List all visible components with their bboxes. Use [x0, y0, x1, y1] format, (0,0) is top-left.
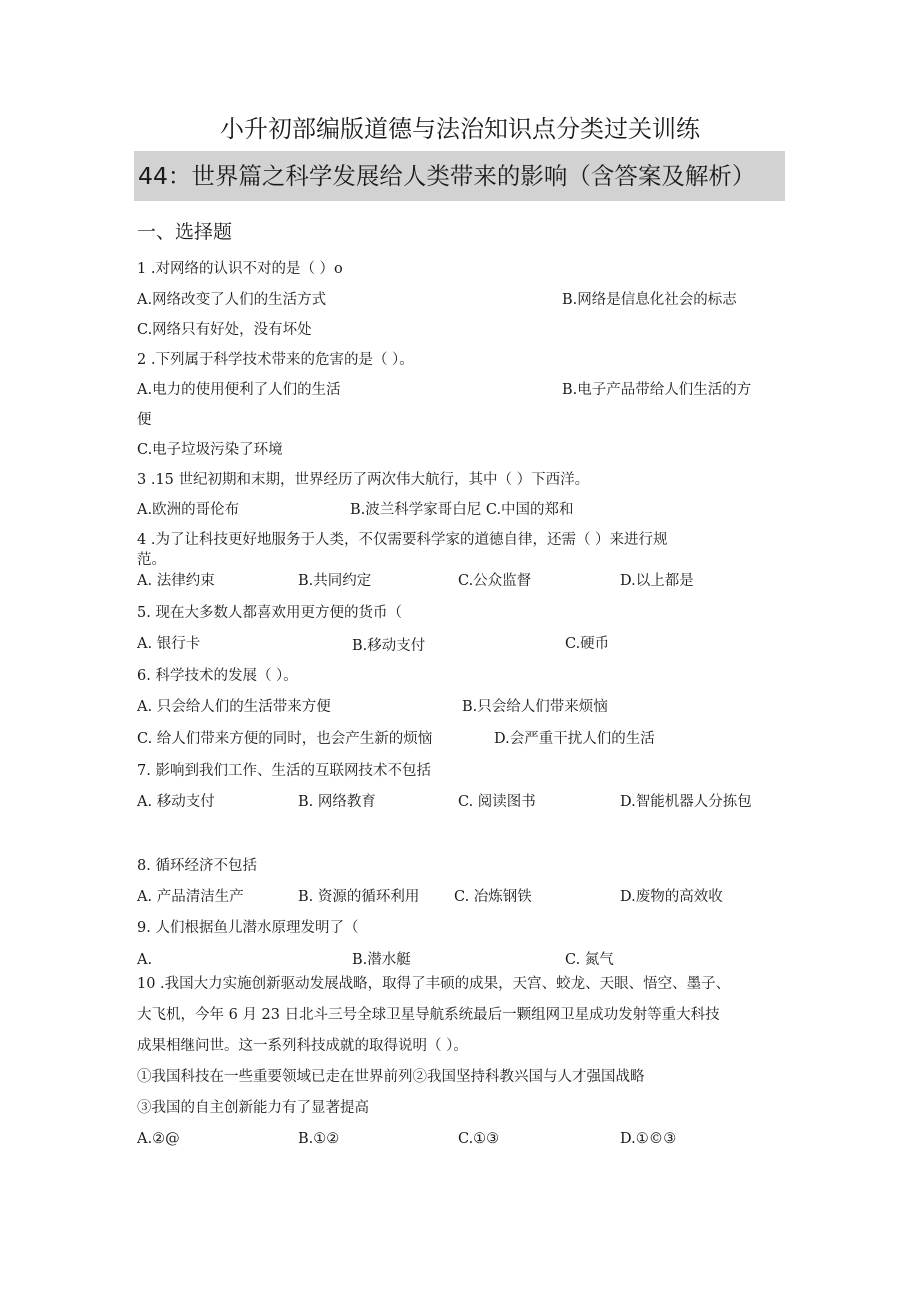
question-10-option-b: B.①②: [298, 1131, 340, 1147]
question-4-option-b: B.共同约定: [298, 573, 372, 589]
question-10-stem-line-2: 大飞机，今年 6 月 23 日北斗三号全球卫星导航系统最后一颗组网卫星成功发射等重大科技: [137, 1007, 720, 1023]
question-6-option-c: C. 给人们带来方便的同时，也会产生新的烦恼: [137, 731, 433, 747]
question-4-option-c: C.公众监督: [458, 573, 532, 589]
question-7-stem: 7. 影响到我们工作、生活的互联网技术不包括: [137, 763, 431, 779]
question-7-option-d: D.智能机器人分拣包: [620, 794, 752, 810]
question-5-option-c: C.硬币: [565, 636, 610, 652]
question-8-option-b: B. 资源的循环利用: [298, 889, 420, 905]
question-9-stem: 9. 人们根据鱼儿潜水原理发明了（: [137, 920, 359, 936]
question-5-option-a: A. 银行卡: [137, 636, 201, 652]
question-2-option-c: C.电子垃圾污染了环境: [137, 442, 283, 458]
question-1-stem: 1 .对网络的认识不对的是（ ）o: [137, 261, 343, 277]
question-1-option-b: B.网络是信息化社会的标志: [562, 292, 737, 308]
question-7-option-a: A. 移动支付: [137, 794, 215, 810]
question-5-option-b: B.移动支付: [352, 638, 426, 654]
question-8-option-d: D.废物的高效收: [620, 889, 723, 905]
page-subtitle: 44：世界篇之科学发展给人类带来的影响（含答案及解析）: [138, 162, 756, 190]
question-8-option-a: A. 产品清洁生产: [137, 889, 244, 905]
question-6-option-d: D.会严重干扰人们的生活: [494, 731, 655, 747]
question-5-stem: 5. 现在大多数人都喜欢用更方便的货币（: [137, 605, 402, 621]
question-4-option-d: D.以上都是: [620, 573, 694, 589]
question-10-option-d: D.①©③: [620, 1131, 677, 1147]
question-4-stem-continued: 范。: [137, 552, 166, 568]
question-9-option-a: A.: [137, 952, 153, 968]
question-3-stem: 3 .15 世纪初期和末期，世界经历了两次伟大航行，其中（ ）下西洋。: [137, 472, 590, 488]
section-heading: 一、选择题: [137, 221, 233, 243]
question-9-option-b: B.潜水艇: [352, 952, 411, 968]
question-8-option-c: C. 冶炼钢铁: [454, 889, 532, 905]
question-10-stem-line-3: 成果相继问世。这一系列科技成就的取得说明（ ）。: [137, 1038, 468, 1054]
question-2-option-b: B.电子产品带给人们生活的方: [562, 382, 752, 398]
question-1-option-a: A.网络改变了人们的生活方式: [137, 292, 327, 308]
question-3-option-a: A.欧洲的哥伦布: [137, 502, 240, 518]
page-title: 小升初部编版道德与法治知识点分类过关训练: [220, 115, 700, 143]
question-4-stem: 4 .为了让科技更好地服务于人类，不仅需要科学家的道德自律，还需（ ）来进行规: [137, 532, 668, 548]
question-10-option-a: A.②@: [137, 1131, 180, 1147]
question-6-option-a: A. 只会给人们的生活带来方便: [137, 699, 331, 715]
question-4-option-a: A. 法律约束: [137, 573, 215, 589]
question-10-option-c: C.①③: [458, 1131, 500, 1147]
question-10-stem-line-1: 10 .我国大力实施创新驱动发展战略，取得了丰硕的成果，天宫、蛟龙、天眼、悟空、墨子、: [137, 976, 731, 992]
question-2-stem: 2 .下列属于科学技术带来的危害的是（ ）。: [137, 352, 414, 368]
question-10-statement-2: ③我国的自主创新能力有了显著提高: [137, 1100, 369, 1116]
question-2-option-b-continued: 便: [137, 412, 152, 428]
question-6-option-b: B.只会给人们带来烦恼: [462, 699, 608, 715]
question-10-statement-1: ①我国科技在一些重要领域已走在世界前列②我国坚持科教兴国与人才强国战略: [137, 1069, 645, 1085]
question-8-stem: 8. 循环经济不包括: [137, 858, 257, 874]
question-1-option-c: C.网络只有好处，没有坏处: [137, 322, 312, 338]
question-9-option-c: C. 氮气: [565, 952, 614, 968]
question-2-option-a: A.电力的使用便利了人们的生活: [137, 382, 341, 398]
question-7-option-b: B. 网络教育: [298, 794, 376, 810]
question-7-option-c: C. 阅读图书: [458, 794, 536, 810]
question-3-option-bc: B.波兰科学家哥白尼 C.中国的郑和: [350, 502, 574, 518]
question-6-stem: 6. 科学技术的发展（ ）。: [137, 668, 298, 684]
